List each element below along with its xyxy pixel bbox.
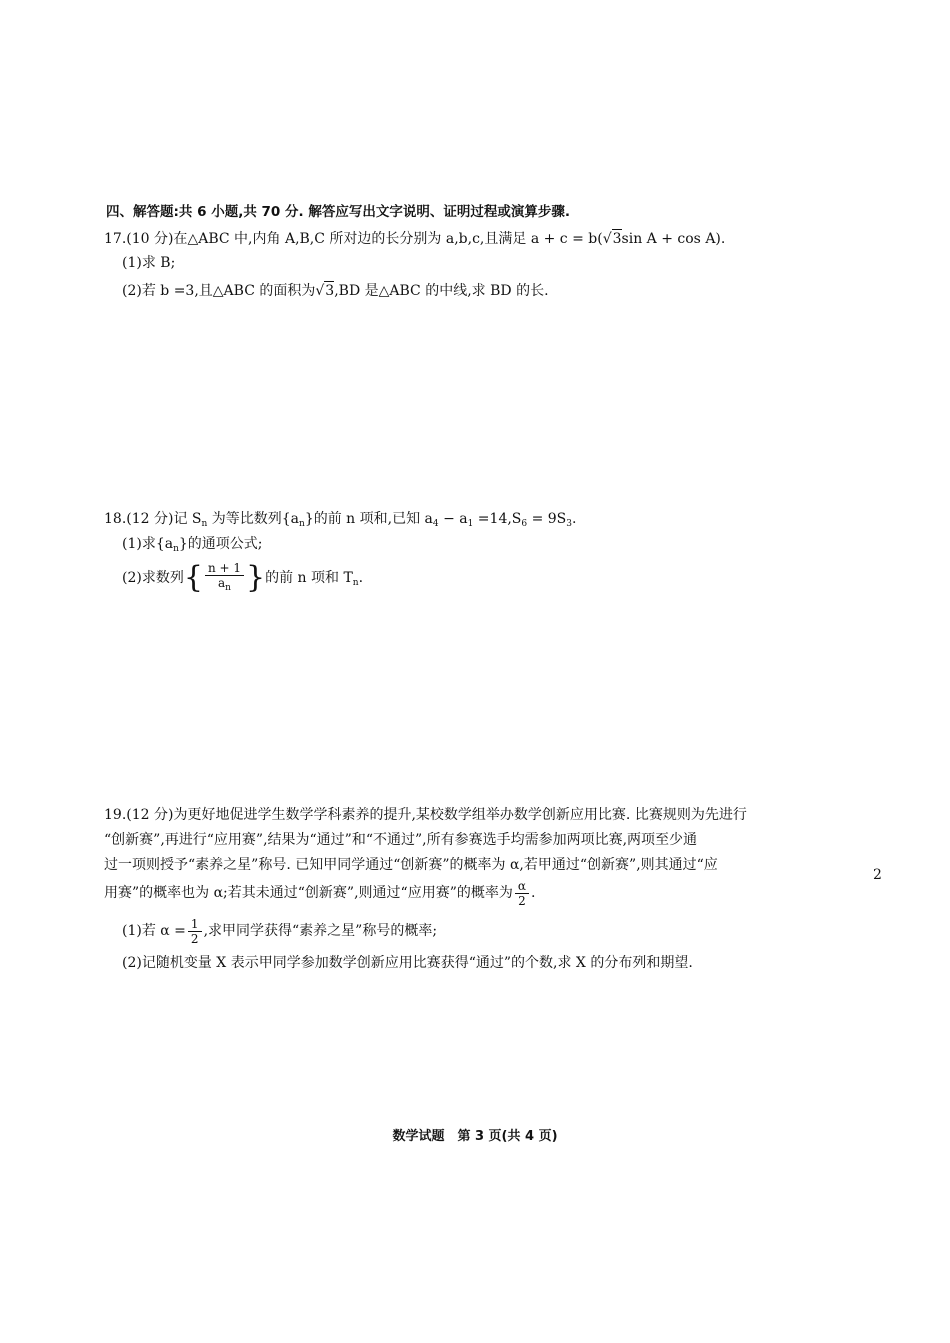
q18-stem: [104, 510, 576, 533]
q17-stem: [104, 229, 725, 248]
q18-sub-3: 3: [566, 519, 573, 529]
q18-sub-n: n: [173, 544, 179, 554]
q18-sub-4: 4: [432, 519, 439, 529]
q19-line1-text: 为更好地促进学生数学学科素养的提升,某校数学组举办数学创新应用比赛. 比赛规则为先进行: [173, 807, 747, 823]
q18-part1-text-a: (1)求{a: [122, 536, 174, 552]
q18-part1: [122, 535, 263, 558]
q19-number: 19.: [104, 807, 127, 823]
page-footer: 数学试题 第 3 页(共 4 页): [392, 1129, 558, 1144]
fraction-denominator: 2: [518, 893, 526, 908]
q19-line1: [104, 806, 747, 824]
q19-part1-text-b: ,求甲同学获得“素养之星”称号的概率;: [203, 923, 438, 939]
q18-sub-6: 6: [521, 519, 528, 529]
sqrt-sign: √: [602, 231, 612, 247]
right-brace: }: [245, 560, 266, 595]
q18-fraction: [205, 561, 244, 595]
q18-sub-n: n: [201, 519, 208, 529]
q19-part1: [122, 914, 437, 948]
q19-line4-text-b: .: [530, 885, 536, 901]
q18-text-c: }的前 n 项和,已知 a: [304, 511, 433, 527]
fraction-denominator: 2: [190, 931, 199, 946]
q19-line4-text-a: 用赛”的概率也为 α;若其未通过“创新赛”,则通过“应用赛”的概率为: [104, 885, 513, 901]
side-page-number: 2: [873, 867, 882, 883]
q18-sub-n: n: [299, 519, 305, 529]
q19-line4: [104, 876, 535, 910]
q17-part2: [122, 281, 549, 300]
q17-part1: (1)求 B;: [122, 255, 176, 271]
q19-part1-text-a: (1)若 α =: [122, 923, 186, 939]
q18-text-g: .: [572, 511, 577, 527]
q17-part2-text-b: ,BD 是△ABC 的中线,求 BD 的长.: [334, 283, 549, 299]
sqrt-sign: √: [315, 283, 325, 299]
q17-sqrt-radicand: 3: [612, 231, 622, 247]
q18-text-e: =14,S: [473, 511, 522, 527]
q19-part1-fraction: [188, 917, 202, 946]
q18-sub-n: n: [225, 583, 231, 593]
q19-points: (12 分): [126, 807, 174, 823]
q19-part2: (2)记随机变量 X 表示甲同学参加数学创新应用比赛获得“通过”的个数,求 X 的分布列和期望.: [122, 955, 693, 971]
q18-text-a: 记 S: [173, 511, 202, 527]
fraction-numerator: α: [515, 879, 529, 894]
q18-text-d: − a: [438, 511, 468, 527]
q18-sub-n: n: [352, 578, 359, 588]
fraction-numerator: 1: [188, 917, 202, 932]
q18-points: (12 分): [126, 511, 174, 527]
q17-stem-text-a: 在△ABC 中,内角 A,B,C 所对边的长分别为 a,b,c,且满足 a + c = b(: [173, 231, 603, 247]
q19-line2: “创新赛”,再进行“应用赛”,结果为“通过”和“不通过”,所有参赛选手均需参加两项比赛,两项至少通: [104, 832, 698, 848]
q17-part2-text-a: (2)若 b =3,且△ABC 的面积为: [122, 283, 316, 299]
section-heading: 四、解答题:共 6 小题,共 70 分. 解答应写出文字说明、证明过程或演算步骤.: [106, 204, 570, 220]
q18-number: 18.: [104, 511, 127, 527]
q18-part1-text-b: }的通项公式;: [178, 536, 263, 552]
q18-text-b: 为等比数列{a: [207, 511, 300, 527]
q17-part2-sqrt-radicand: 3: [325, 283, 335, 299]
q17-number: 17.: [104, 231, 127, 247]
q17-points: (10 分): [126, 231, 174, 247]
left-brace: {: [183, 560, 203, 595]
q18-sub-1: 1: [467, 519, 474, 529]
q18-part2: [122, 558, 363, 603]
denominator-a: a: [217, 576, 226, 590]
fraction-numerator: n + 1: [205, 561, 244, 576]
q19-line3: 过一项则授予“素养之星”称号. 已知甲同学通过“创新赛”的概率为 α,若甲通过“创新赛”,则其通过“应: [104, 857, 718, 873]
q18-part2-text-b: 的前 n 项和 T: [265, 570, 353, 586]
fraction-denominator: [205, 576, 244, 595]
q18-text-f: = 9S: [527, 511, 567, 527]
q17-stem-text-b: sin A + cos A).: [621, 231, 726, 247]
q18-part2-text-c: .: [358, 570, 364, 586]
q18-part2-text-a: (2)求数列: [122, 570, 184, 586]
q19-line4-fraction: [515, 879, 529, 908]
